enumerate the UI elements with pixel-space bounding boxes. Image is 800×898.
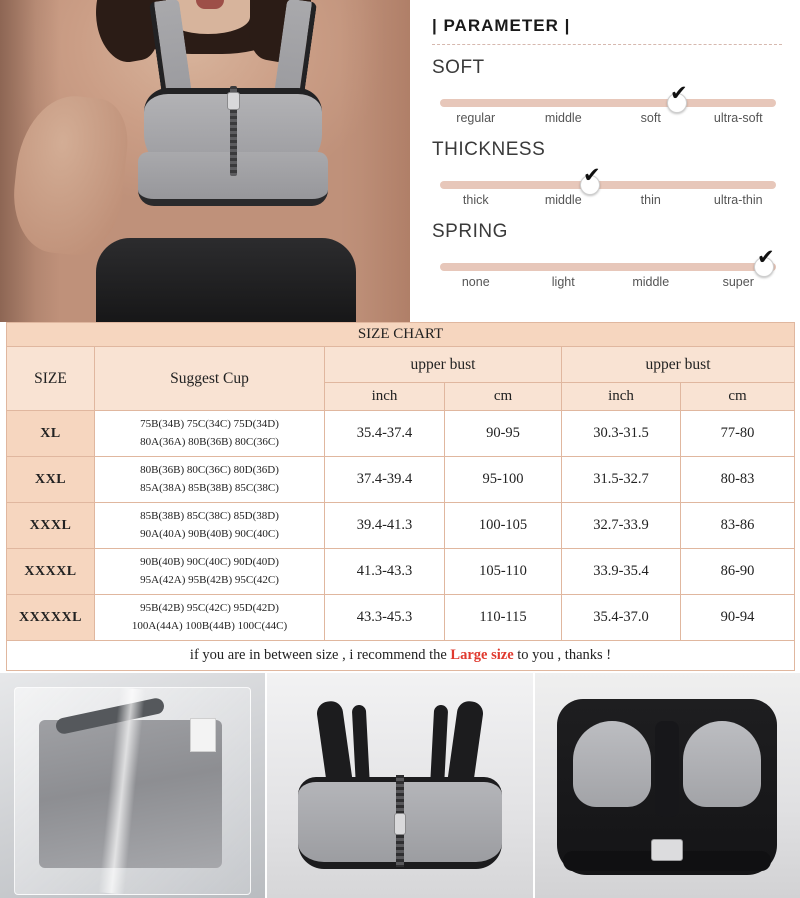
table-row: [7, 549, 795, 595]
header-unit-inch-1: inch: [325, 383, 445, 411]
product-photo-packaged: [0, 673, 265, 898]
slider-tick-spring-2[interactable]: middle: [632, 275, 670, 289]
parameter-group-spring: [432, 221, 782, 289]
cup-line-1: 80B(36B) 80C(36C) 80D(36D): [140, 464, 279, 477]
check-icon-soft: ✔: [670, 81, 688, 105]
header-size: SIZE: [7, 347, 95, 411]
row-suggest-cup: [95, 503, 325, 549]
slider-tick-thickness-0[interactable]: thick: [462, 193, 489, 207]
row-under-inch: 31.5-32.7: [562, 457, 681, 503]
row-under-cm: 83-86: [681, 503, 795, 549]
size-chart-header-row: [7, 347, 795, 383]
back-mesh-left: [573, 721, 651, 807]
back-clasp: [651, 839, 683, 861]
product-photo-back: [535, 673, 800, 898]
model-shorts: [96, 238, 356, 322]
row-under-cm: 77-80: [681, 411, 795, 457]
check-icon-thickness: ✔: [583, 163, 601, 187]
slider-tick-spring-0[interactable]: none: [461, 275, 490, 289]
parameter-group-thickness: [432, 139, 782, 207]
size-chart-title: SIZE CHART: [7, 323, 795, 347]
cup-line-2: 85A(38A) 85B(38B) 85C(38C): [140, 481, 279, 494]
row-bust-inch: 43.3-45.3: [325, 595, 445, 641]
row-suggest-cup: [95, 595, 325, 641]
slider-soft[interactable]: [432, 81, 782, 125]
parameter-label-thickness: THICKNESS: [432, 139, 546, 160]
header-unit-inch-2: inch: [562, 383, 681, 411]
note-text-after: to you , thanks !: [513, 647, 612, 663]
check-icon-spring: ✔: [757, 245, 775, 269]
table-row: [7, 457, 795, 503]
parameter-group-soft: [432, 57, 782, 125]
worn-sports-bra: [138, 52, 328, 212]
cup-line-2: 80A(36A) 80B(36B) 80C(36C): [140, 435, 279, 448]
cup-line-2: 100A(44A) 100B(44B) 100C(44C): [131, 619, 288, 632]
slider-tick-soft-0[interactable]: regular: [456, 111, 496, 125]
slider-ticks-soft: [432, 111, 782, 125]
row-bust-inch: 35.4-37.4: [325, 411, 445, 457]
row-under-inch: 30.3-31.5: [562, 411, 681, 457]
row-bust-cm: 95-100: [445, 457, 562, 503]
row-suggest-cup: [95, 411, 325, 457]
cup-line-2: 90A(40A) 90B(40B) 90C(40C): [140, 527, 279, 540]
row-under-inch: 35.4-37.0: [562, 595, 681, 641]
back-center-panel: [655, 721, 679, 817]
header-upper-bust-1: upper bust: [325, 347, 562, 383]
top-section: [0, 0, 800, 322]
slider-ticks-thickness: [432, 193, 782, 207]
size-chart-section: [0, 322, 800, 671]
size-chart-title-row: [7, 323, 795, 347]
hero-product-photo: [0, 0, 410, 322]
slider-track-spring: [440, 263, 776, 271]
header-unit-cm-2: cm: [681, 383, 795, 411]
slider-tick-soft-2[interactable]: soft: [640, 111, 661, 125]
row-suggest-cup: [95, 549, 325, 595]
row-under-inch: 33.9-35.4: [562, 549, 681, 595]
cup-line-2: 95A(42A) 95B(42B) 95C(42C): [140, 573, 279, 586]
header-upper-bust-2: upper bust: [562, 347, 795, 383]
row-bust-cm: 90-95: [445, 411, 562, 457]
row-size: XXL: [7, 457, 95, 503]
parameter-panel: [410, 0, 800, 322]
bra-zipper-pull: [227, 92, 240, 110]
row-under-cm: 90-94: [681, 595, 795, 641]
size-chart-table: [6, 322, 795, 671]
cup-line-1: 90B(40B) 90C(40C) 90D(40D): [140, 556, 279, 569]
slider-tick-thickness-1[interactable]: middle: [544, 193, 582, 207]
row-suggest-cup: [95, 457, 325, 503]
back-mesh-right: [683, 721, 761, 807]
cup-line-1: 85B(38B) 85C(38C) 85D(38D): [140, 510, 279, 523]
parameter-divider: [432, 44, 782, 45]
bra-front-view: [292, 701, 508, 871]
slider-tick-spring-3[interactable]: super: [722, 275, 754, 289]
cup-line-1: 75B(34B) 75C(34C) 75D(34D): [140, 418, 279, 431]
slider-tick-thickness-2[interactable]: thin: [640, 193, 661, 207]
size-chart-note: [7, 641, 795, 671]
parameter-label-soft: SOFT: [432, 57, 485, 78]
slider-ticks-spring: [432, 275, 782, 289]
row-bust-inch: 37.4-39.4: [325, 457, 445, 503]
size-chart-note-row: [7, 641, 795, 671]
slider-tick-soft-3[interactable]: ultra-soft: [713, 111, 763, 125]
row-under-cm: 80-83: [681, 457, 795, 503]
row-size: XXXXXL: [7, 595, 95, 641]
row-size: XL: [7, 411, 95, 457]
row-size: XXXL: [7, 503, 95, 549]
cup-line-1: 95B(42B) 95C(42C) 95D(42D): [140, 602, 279, 615]
note-highlight: Large size: [450, 647, 514, 663]
header-unit-cm-1: cm: [445, 383, 562, 411]
parameter-label-spring: SPRING: [432, 221, 508, 242]
row-size: XXXXL: [7, 549, 95, 595]
slider-tick-spring-1[interactable]: light: [551, 275, 575, 289]
bag-label: [190, 718, 216, 752]
plastic-bag: [14, 687, 251, 895]
bra-back-view: [557, 699, 777, 875]
slider-spring[interactable]: [432, 245, 782, 289]
slider-tick-soft-1[interactable]: middle: [544, 111, 582, 125]
slider-tick-thickness-3[interactable]: ultra-thin: [713, 193, 763, 207]
slider-track-soft: [440, 99, 776, 107]
product-photo-strip: [0, 671, 800, 898]
row-bust-cm: 110-115: [445, 595, 562, 641]
note-text-before: if you are in between size , i recommend the: [189, 647, 451, 663]
row-bust-inch: 39.4-41.3: [325, 503, 445, 549]
table-row: [7, 411, 795, 457]
product-photo-front: [267, 673, 532, 898]
row-under-cm: 86-90: [681, 549, 795, 595]
slider-thickness[interactable]: [432, 163, 782, 207]
row-bust-inch: 41.3-43.3: [325, 549, 445, 595]
table-row: [7, 503, 795, 549]
parameter-panel-title: | PARAMETER |: [432, 16, 571, 35]
front-zipper-pull: [394, 813, 406, 835]
header-suggest-cup: Suggest Cup: [95, 347, 325, 411]
slider-track-thickness: [440, 181, 776, 189]
table-row: [7, 595, 795, 641]
row-bust-cm: 105-110: [445, 549, 562, 595]
row-bust-cm: 100-105: [445, 503, 562, 549]
row-under-inch: 32.7-33.9: [562, 503, 681, 549]
